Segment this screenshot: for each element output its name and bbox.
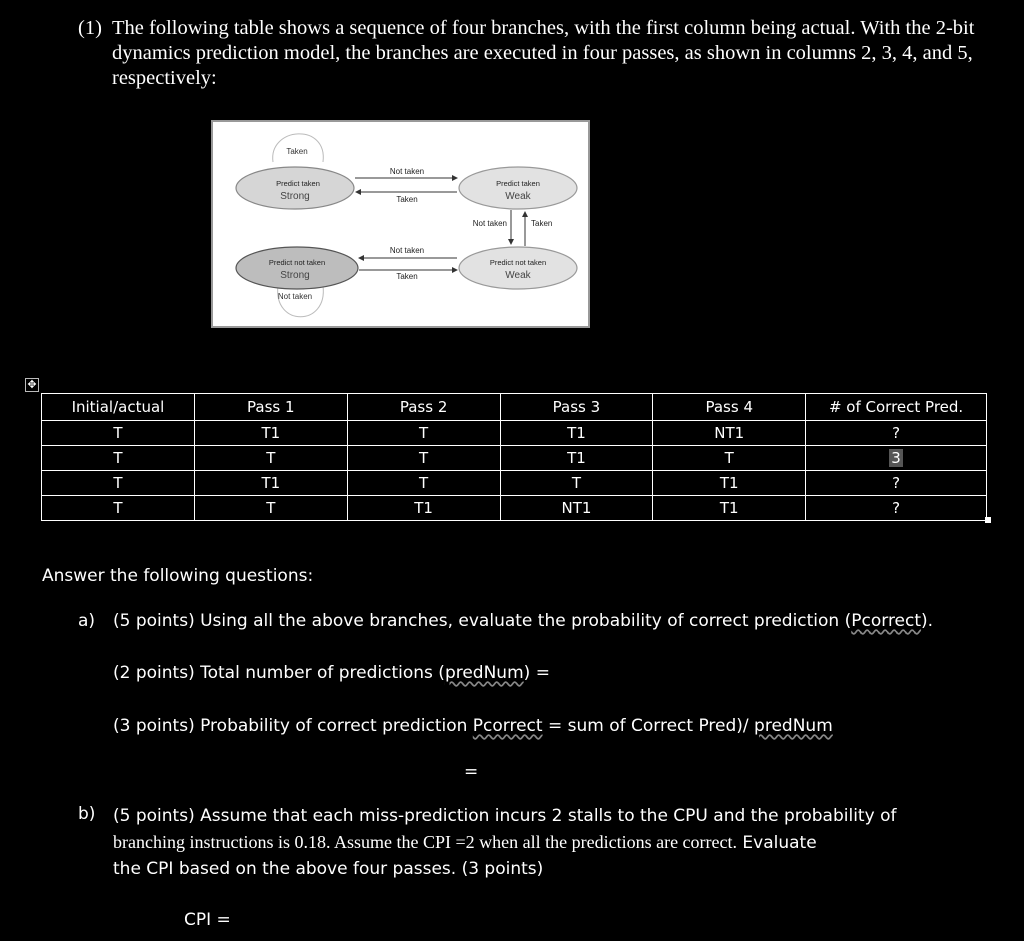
table-cell[interactable]: T <box>42 496 195 521</box>
question-b-text: (5 points) Assume that each miss-prediction incurs 2 stalls to the CPU and the probability of branching instructions is 0.18. Assume the CPI =2 when all the predictions are correct. Evaluate the CPI based on the above four passes. (3 points) <box>113 806 897 879</box>
question-b-label: b) <box>78 804 96 824</box>
table-cell[interactable]: ? <box>806 471 987 496</box>
cpi-label: CPI = <box>184 910 231 930</box>
svg-text:Predict not taken: Predict not taken <box>489 258 547 267</box>
table-cell[interactable]: NT1 <box>653 421 806 446</box>
table-cell-highlighted[interactable] <box>806 446 987 471</box>
problem-text: The following table shows a sequence of four branches, with the first column being actual. With the 2-bit dynamics prediction model, the branches are executed in four passes, as shown in columns 2, 3, 4, and 5, respectively: <box>112 17 975 89</box>
table-row <box>42 471 987 496</box>
header-pass-4: Pass 4 <box>653 394 806 421</box>
table-header-row <box>42 394 987 421</box>
svg-text:Not taken: Not taken <box>389 167 425 176</box>
question-a-part1: (2 points) Total number of predictions (predNum) = <box>113 663 550 683</box>
table-cell[interactable]: T <box>42 471 195 496</box>
svg-text:Taken: Taken <box>396 272 418 281</box>
pcorrect-term: Pcorrect <box>851 611 922 631</box>
state-predict-not-taken-weak <box>459 247 577 289</box>
table-cell[interactable]: T1 <box>653 496 806 521</box>
table-cell[interactable]: T1 <box>194 421 347 446</box>
table-resize-handle[interactable] <box>985 517 991 523</box>
highlighted-value: 3 <box>891 449 901 467</box>
table-cell[interactable]: T <box>194 496 347 521</box>
problem-intro <box>78 16 978 91</box>
header-initial-actual: Initial/actual <box>42 394 195 421</box>
top-loop-label: Taken <box>286 147 308 156</box>
state-predict-not-taken-strong <box>236 247 358 289</box>
svg-text:Not taken: Not taken <box>472 219 507 228</box>
table-cell[interactable]: T <box>347 446 500 471</box>
table-row <box>42 421 987 446</box>
table-row <box>42 446 987 471</box>
table-cell[interactable]: NT1 <box>500 496 653 521</box>
svg-text:Strong: Strong <box>280 191 310 202</box>
problem-number: (1) <box>78 17 102 39</box>
table-cell[interactable]: ? <box>806 496 987 521</box>
table-cell[interactable]: T1 <box>500 421 653 446</box>
table-cell[interactable]: T <box>42 421 195 446</box>
table-cell[interactable]: T <box>347 471 500 496</box>
question-a-part2: (3 points) Probability of correct prediction Pcorrect = sum of Correct Pred)/ predNum <box>113 716 833 736</box>
svg-text:Predict not taken: Predict not taken <box>268 258 326 267</box>
table-cell[interactable]: T <box>347 421 500 446</box>
question-a-text: (5 points) Using all the above branches, evaluate the probability of correct prediction (Pcorrect). <box>113 611 934 631</box>
table-cell[interactable]: T <box>653 446 806 471</box>
table-cell[interactable]: T <box>500 471 653 496</box>
svg-text:Taken: Taken <box>531 219 553 228</box>
svg-text:Predict taken: Predict taken <box>496 179 540 188</box>
table-cell[interactable]: T <box>42 446 195 471</box>
table-cell[interactable]: T1 <box>500 446 653 471</box>
table-cell[interactable]: T <box>194 446 347 471</box>
table-move-handle[interactable]: ✥ <box>25 378 39 392</box>
svg-text:Not taken: Not taken <box>389 246 425 255</box>
prednum-term: predNum <box>444 663 524 683</box>
svg-text:Predict taken: Predict taken <box>276 179 320 188</box>
header-pass-3: Pass 3 <box>500 394 653 421</box>
questions-heading: Answer the following questions: <box>42 566 314 586</box>
table-cell[interactable]: T1 <box>653 471 806 496</box>
bottom-self-loop <box>278 286 324 317</box>
two-bit-predictor-diagram <box>211 120 590 328</box>
header-correct-pred: # of Correct Pred. <box>806 394 987 421</box>
table-row <box>42 496 987 521</box>
svg-text:Weak: Weak <box>505 270 531 281</box>
table-cell[interactable]: T1 <box>347 496 500 521</box>
state-machine-svg <box>213 122 588 326</box>
bottom-loop-label: Not taken <box>277 292 313 301</box>
header-pass-1: Pass 1 <box>194 394 347 421</box>
table-cell[interactable]: T1 <box>194 471 347 496</box>
table-cell[interactable]: ? <box>806 421 987 446</box>
equals-sign: = <box>464 762 479 782</box>
question-a-label: a) <box>78 611 96 631</box>
svg-text:Strong: Strong <box>280 270 310 281</box>
header-pass-2: Pass 2 <box>347 394 500 421</box>
state-predict-taken-weak <box>459 167 577 209</box>
svg-text:Weak: Weak <box>505 191 531 202</box>
state-predict-taken-strong <box>236 167 354 209</box>
branch-table <box>41 393 987 521</box>
svg-text:Taken: Taken <box>396 195 418 204</box>
